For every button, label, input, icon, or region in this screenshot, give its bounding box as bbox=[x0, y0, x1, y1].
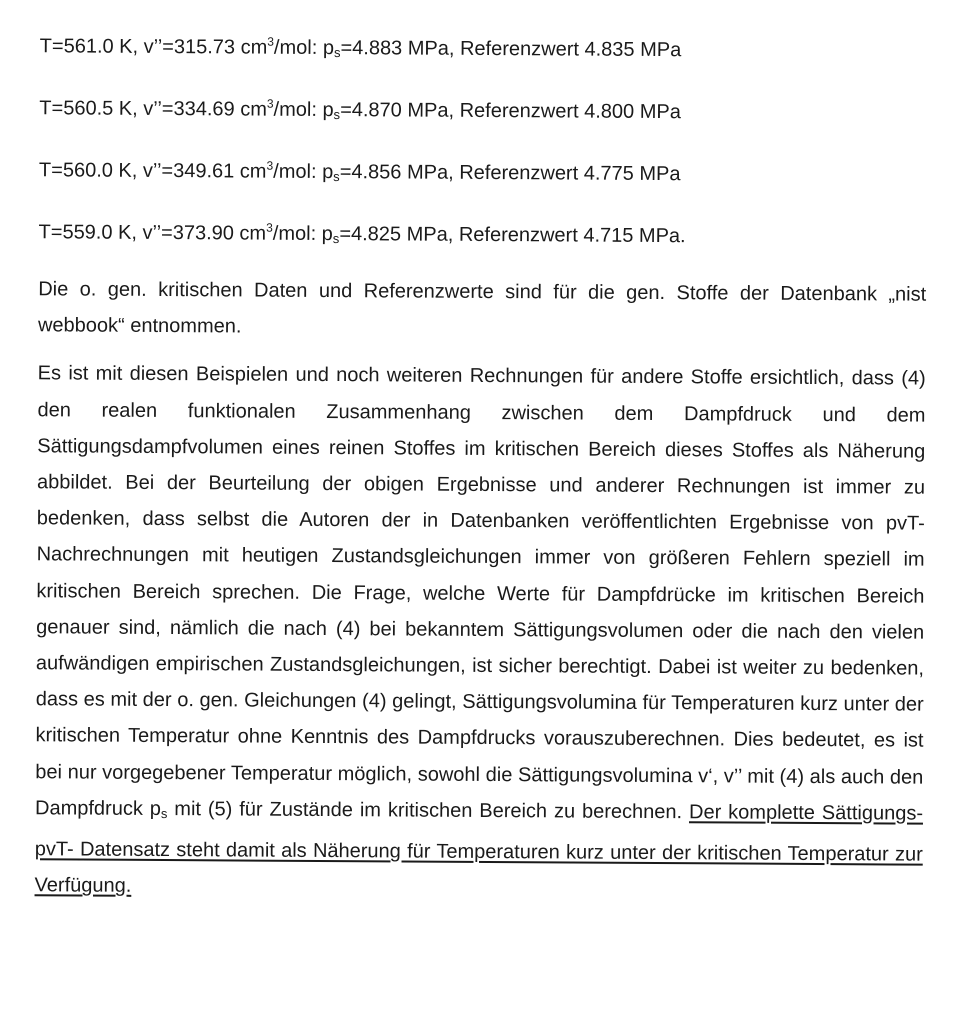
data-line-3: T=560.0 K, v’’=349.61 $cm^3$/mol: $p_s=4.856$ MPa, Referenzwert 4.775 MPa bbox=[38, 158, 681, 186]
data-line-1: T=561.0 K, v’’=315.73 $cm^3$/mol: $p_s=4.883$ MPa, Referenzwert 4.835 MPa bbox=[39, 34, 682, 62]
paragraph-discussion: Es ist mit diesen Beispielen und noch weiteren Rechnungen für andere Stoffe ersichtlich, dass (4) den realen funktionalen Zusammenhang zwischen dem Dampfdruck und dem Sättigungsdampfvolumen eines reinen Stoffes im kritischen Bereich dieses Stoffes als Näherung abbildet. Bei der Beurteilung der obigen Ergebnisse und anderer Rechnungen ist immer zu bedenken, dass selbst die Autoren der in Datenbanken veröffentlichten Ergebnisse von pvT-Nachrechnungen mit heutigen Zustandsgleichungen immer von größeren Fehlern speziell im kritischen Bereich sprechen. Die Frage, welche Werte für Dampfdrücke im kritischen Bereich genauer sind, nämlich die nach (4) bei bekanntem Sättigungsvolumen oder die nach den vielen aufwändigen empirischen Zustandsgleichungen, ist sicher berechtigt. Dabei ist weiter zu bedenken, dass es mit der o. gen. Gleichungen (4) gelingt, Sättigungsvolumina für Temperaturen kurz unter der kritischen Temperatur ohne Kenntnis des Dampfdrucks vorauszuberechnen. Dies bedeutet, es ist bei nur vorgegebener Temperatur möglich, sowohl die Sättigungsvolumina v‘, v’’ mit (4) als auch den Dampfdruck $p_s$ mit (5) für Zustände im kritischen Bereich zu berechnen. Der komplette Sättigungs-pvT- Datensatz steht damit als Näherung für Temperaturen kurz unter der kritischen Temperatur zur Verfügung. bbox=[34, 362, 926, 898]
data-line-2: T=560.5 K, v’’=334.69 $cm^3$/mol: $p_s=4.870$ MPa, Referenzwert 4.800 MPa bbox=[39, 96, 681, 124]
data-line-4: T=559.0 K, v’’=373.90 $cm^3$/mol: $p_s=4.825$ MPa, Referenzwert 4.715 MPa. bbox=[38, 220, 686, 248]
paragraph-source-note: Die o. gen. kritischen Daten und Referenzwerte sind für die gen. Stoffe der Datenbank „nist webbook“ entnommen. bbox=[37, 278, 927, 338]
underlined-conclusion: Der komplette Sättigungs-pvT- Datensatz steht damit als Näherung für Temperaturen kurz unter der kritischen Temperatur zur Verfügung. bbox=[34, 801, 924, 898]
